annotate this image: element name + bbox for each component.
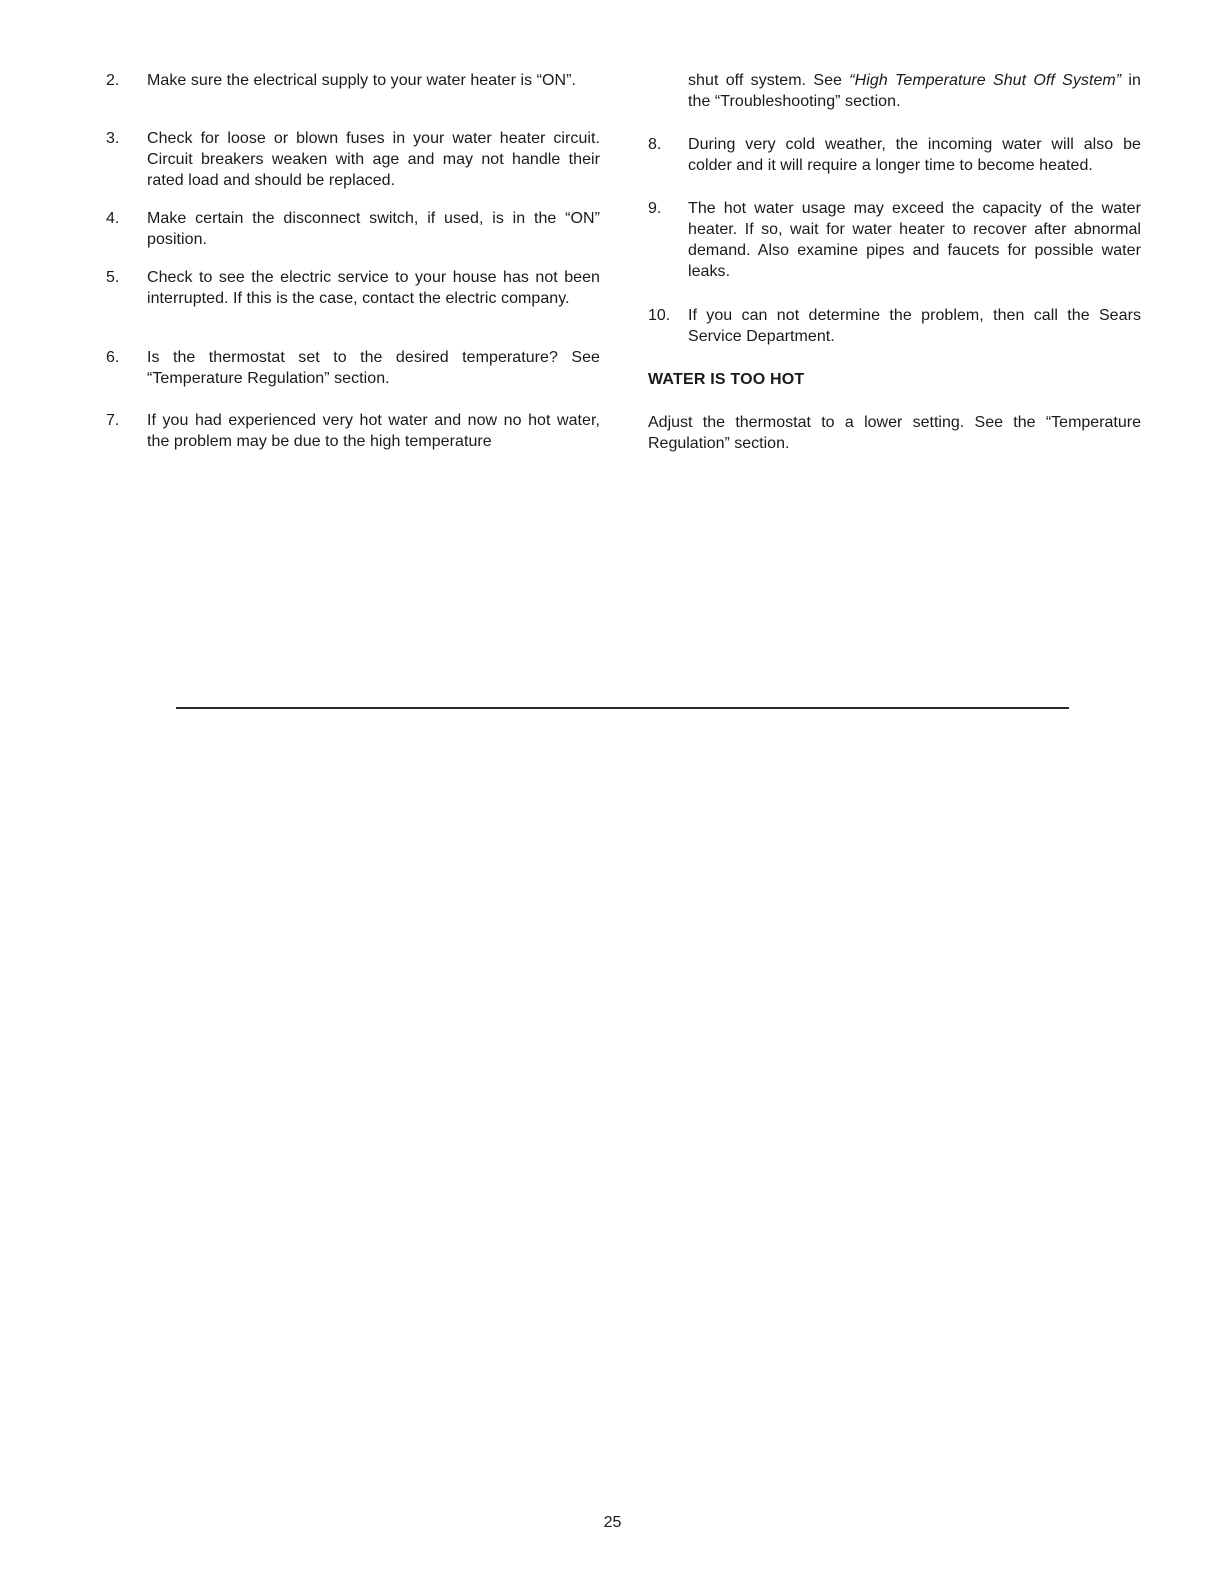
continuation-italic: “High Temperature Shut Off System” — [849, 72, 1122, 89]
item-number: 9. — [648, 200, 662, 217]
item-number: 6. — [106, 349, 120, 366]
list-item — [106, 267, 600, 309]
item-number: 3. — [106, 130, 120, 147]
horizontal-rule — [176, 707, 1069, 709]
item-text: Check to see the electric service to your house has not been interrupted. If this is the case, contact the electric company. — [147, 269, 600, 307]
list-item — [106, 208, 600, 250]
continuation-suffix: in the “Troubleshooting” section. — [688, 72, 1141, 110]
item-number: 10. — [648, 307, 671, 324]
list-item — [106, 128, 600, 191]
list-item — [106, 70, 600, 91]
item-text: If you had experienced very hot water and now no hot water, the problem may be due to the high temperature — [147, 412, 600, 450]
continuation-prefix: shut off system. See — [688, 72, 850, 89]
item-number: 8. — [648, 136, 662, 153]
section-paragraph: Adjust the thermostat to a lower setting. See the “Temperature Regulation” section. — [648, 414, 1141, 452]
list-item — [648, 305, 1141, 347]
item-text: If you can not determine the problem, then call the Sears Service Department. — [688, 307, 1141, 345]
list-item — [106, 347, 600, 389]
item-number: 7. — [106, 412, 120, 429]
list-item — [648, 134, 1141, 176]
item-number: 5. — [106, 269, 120, 286]
item-number: 4. — [106, 210, 120, 227]
item-text: Is the thermostat set to the desired temperature? See “Temperature Regulation” section. — [147, 349, 600, 387]
list-item — [648, 198, 1141, 282]
item-text: Make sure the electrical supply to your water heater is “ON”. — [147, 72, 576, 89]
list-item-continuation — [648, 70, 1141, 112]
section-heading: WATER IS TOO HOT — [648, 371, 805, 388]
item-text: Check for loose or blown fuses in your water heater circuit. Circuit breakers weaken with age and may not handle their rated load and should be replaced. — [147, 130, 600, 189]
item-text: The hot water usage may exceed the capacity of the water heater. If so, wait for water heater to recover after abnormal demand. Also examine pipes and faucets for possible water leaks. — [688, 200, 1141, 280]
item-number: 2. — [106, 72, 120, 89]
item-text: During very cold weather, the incoming water will also be colder and it will require a longer time to become heated. — [688, 136, 1141, 174]
item-text: Make certain the disconnect switch, if used, is in the “ON” position. — [147, 210, 600, 248]
list-item — [106, 410, 600, 452]
page-number: 25 — [603, 1514, 622, 1531]
continuation-text — [688, 70, 1141, 112]
